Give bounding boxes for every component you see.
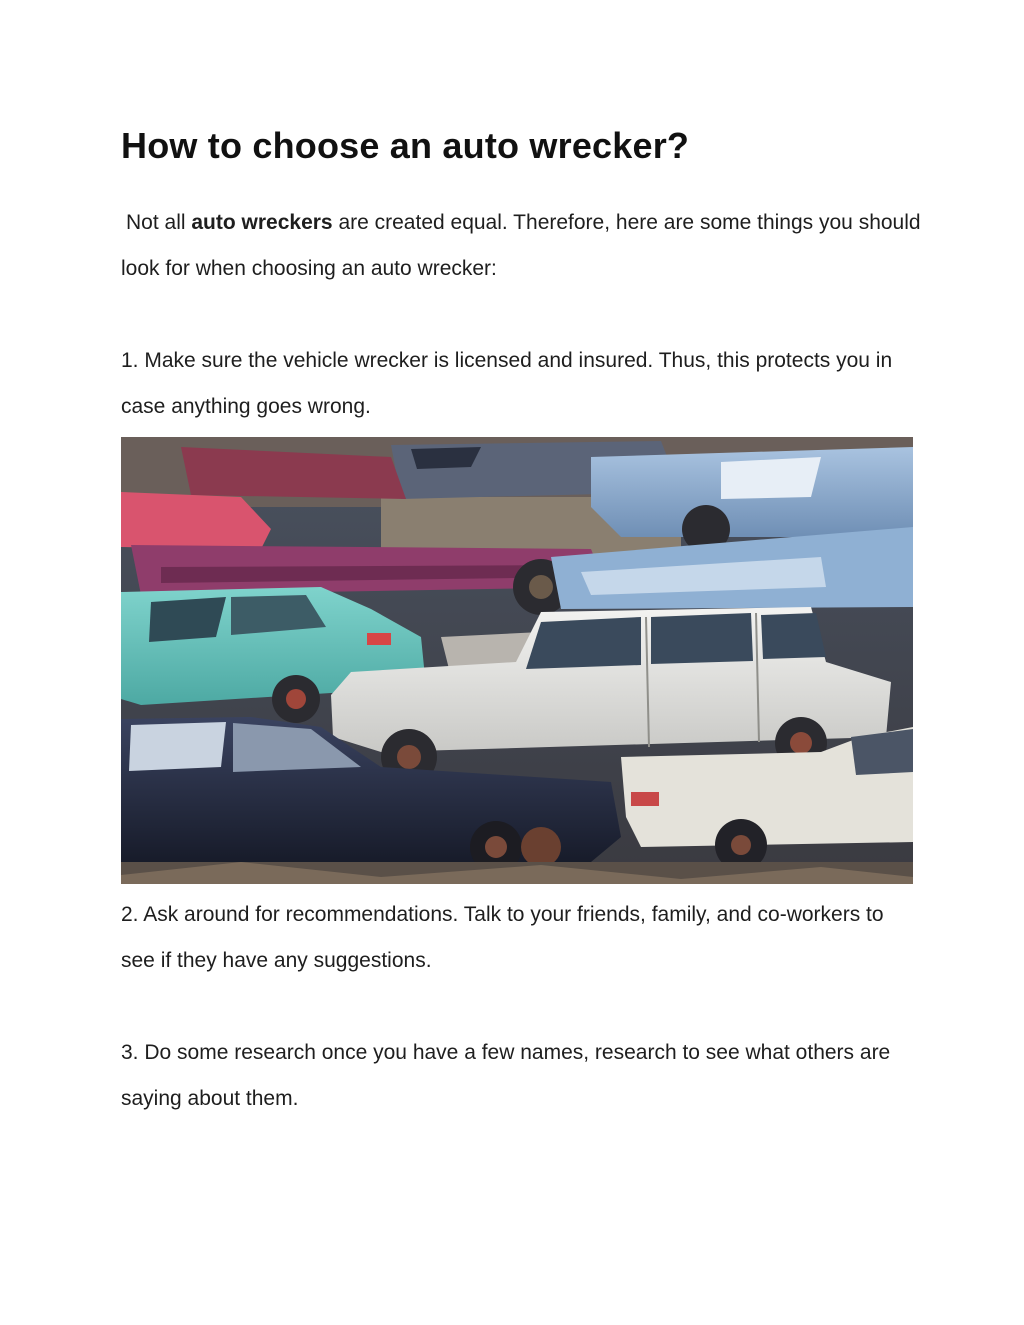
intro-text-after: are created equal. Therefore, here are some things you should look for when choosing an auto wrecker: bbox=[121, 211, 921, 280]
list-item-1: 1. Make sure the vehicle wrecker is licensed and insured. Thus, this protects you in case anything goes wrong. bbox=[121, 349, 893, 418]
list-item-2: 2. Ask around for recommendations. Talk to your friends, family, and co-workers to see if they have any suggestions. bbox=[121, 903, 884, 972]
intro-text-before: Not all bbox=[126, 211, 192, 234]
list-item-3: 3. Do some research once you have a few names, research to see what others are saying about them. bbox=[121, 1041, 891, 1110]
intro-paragraph bbox=[121, 200, 921, 292]
page-title: How to choose an auto wrecker? bbox=[121, 125, 690, 166]
intro-bold-keyword: auto wreckers bbox=[191, 211, 333, 234]
junkyard-photo bbox=[121, 437, 913, 884]
junkyard-illustration bbox=[121, 437, 913, 884]
